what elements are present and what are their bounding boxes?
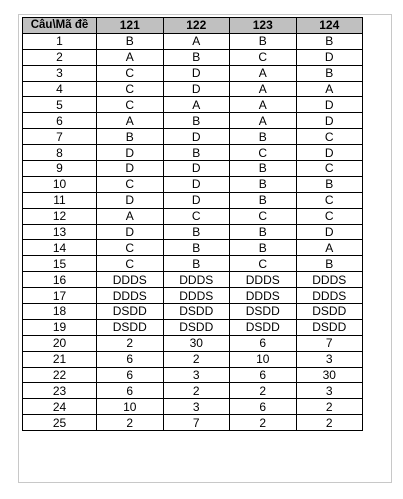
cell-answer-123: 2: [230, 383, 297, 399]
cell-answer-122: B: [163, 49, 230, 65]
cell-answer-121: 6: [97, 367, 164, 383]
table-row: [23, 49, 363, 65]
cell-question-number: 1: [23, 33, 97, 49]
cell-answer-124: DSDD: [296, 319, 363, 335]
cell-answer-121: A: [97, 208, 164, 224]
cell-answer-123: 6: [230, 399, 297, 415]
cell-answer-121: B: [97, 33, 164, 49]
cell-answer-121: DSDD: [97, 304, 164, 320]
cell-question-number: 21: [23, 351, 97, 367]
cell-answer-124: 7: [296, 335, 363, 351]
cell-answer-121: 2: [97, 415, 164, 431]
header-code-123: 123: [230, 18, 297, 34]
cell-question-number: 20: [23, 335, 97, 351]
cell-answer-123: B: [230, 176, 297, 192]
table-row: [23, 383, 363, 399]
table-row: [23, 319, 363, 335]
cell-question-number: 19: [23, 319, 97, 335]
cell-answer-124: DDDS: [296, 272, 363, 288]
cell-answer-122: A: [163, 97, 230, 113]
table-row: [23, 145, 363, 161]
header-question-code: Câu\Mã đề: [23, 18, 97, 34]
cell-question-number: 16: [23, 272, 97, 288]
cell-answer-122: 3: [163, 399, 230, 415]
cell-answer-124: 30: [296, 367, 363, 383]
cell-answer-122: DDDS: [163, 272, 230, 288]
cell-answer-121: C: [97, 240, 164, 256]
cell-answer-122: D: [163, 176, 230, 192]
table-row: [23, 192, 363, 208]
cell-answer-122: DSDD: [163, 319, 230, 335]
cell-question-number: 23: [23, 383, 97, 399]
cell-answer-124: C: [296, 208, 363, 224]
cell-answer-122: 30: [163, 335, 230, 351]
cell-answer-121: 10: [97, 399, 164, 415]
cell-answer-121: 6: [97, 351, 164, 367]
cell-answer-124: C: [296, 192, 363, 208]
header-code-121: 121: [97, 18, 164, 34]
cell-answer-122: 7: [163, 415, 230, 431]
cell-answer-124: B: [296, 65, 363, 81]
cell-answer-123: A: [230, 81, 297, 97]
header-row: [23, 18, 363, 34]
cell-answer-123: 2: [230, 415, 297, 431]
cell-answer-122: B: [163, 256, 230, 272]
table-row: [23, 415, 363, 431]
cell-answer-122: D: [163, 65, 230, 81]
cell-question-number: 24: [23, 399, 97, 415]
cell-answer-123: A: [230, 113, 297, 129]
cell-answer-124: D: [296, 145, 363, 161]
table-row: [23, 367, 363, 383]
cell-answer-122: DSDD: [163, 304, 230, 320]
cell-answer-124: B: [296, 256, 363, 272]
cell-question-number: 10: [23, 176, 97, 192]
cell-answer-124: D: [296, 49, 363, 65]
cell-question-number: 12: [23, 208, 97, 224]
cell-answer-124: D: [296, 97, 363, 113]
table-row: [23, 256, 363, 272]
cell-answer-124: DSDD: [296, 304, 363, 320]
cell-answer-121: C: [97, 256, 164, 272]
cell-answer-123: 10: [230, 351, 297, 367]
cell-answer-124: A: [296, 81, 363, 97]
cell-answer-122: D: [163, 161, 230, 177]
cell-answer-124: D: [296, 113, 363, 129]
cell-question-number: 8: [23, 145, 97, 161]
table-row: [23, 65, 363, 81]
cell-answer-122: C: [163, 208, 230, 224]
table-row: [23, 351, 363, 367]
header-code-122: 122: [163, 18, 230, 34]
cell-answer-124: 3: [296, 383, 363, 399]
cell-answer-121: C: [97, 65, 164, 81]
cell-answer-121: D: [97, 145, 164, 161]
cell-answer-121: DSDD: [97, 319, 164, 335]
cell-answer-122: B: [163, 145, 230, 161]
cell-answer-123: B: [230, 240, 297, 256]
cell-answer-123: C: [230, 145, 297, 161]
cell-answer-123: C: [230, 208, 297, 224]
cell-answer-122: 3: [163, 367, 230, 383]
cell-answer-123: B: [230, 161, 297, 177]
cell-answer-123: DDDS: [230, 288, 297, 304]
cell-answer-123: B: [230, 224, 297, 240]
cell-answer-121: A: [97, 113, 164, 129]
cell-answer-123: C: [230, 49, 297, 65]
cell-answer-124: A: [296, 240, 363, 256]
cell-answer-123: B: [230, 129, 297, 145]
cell-question-number: 13: [23, 224, 97, 240]
cell-answer-124: D: [296, 224, 363, 240]
cell-question-number: 11: [23, 192, 97, 208]
cell-answer-121: D: [97, 161, 164, 177]
cell-answer-123: DSDD: [230, 304, 297, 320]
cell-question-number: 17: [23, 288, 97, 304]
cell-question-number: 9: [23, 161, 97, 177]
cell-answer-124: 3: [296, 351, 363, 367]
table-row: [23, 81, 363, 97]
table-row: [23, 129, 363, 145]
cell-question-number: 5: [23, 97, 97, 113]
cell-question-number: 18: [23, 304, 97, 320]
answer-key-table: [22, 17, 363, 431]
cell-answer-122: 2: [163, 383, 230, 399]
table-row: [23, 272, 363, 288]
cell-answer-124: B: [296, 33, 363, 49]
cell-answer-124: DDDS: [296, 288, 363, 304]
cell-question-number: 22: [23, 367, 97, 383]
table-row: [23, 224, 363, 240]
cell-answer-121: C: [97, 81, 164, 97]
cell-answer-121: DDDS: [97, 288, 164, 304]
cell-answer-123: 6: [230, 335, 297, 351]
cell-answer-121: 2: [97, 335, 164, 351]
cell-answer-123: DSDD: [230, 319, 297, 335]
cell-question-number: 25: [23, 415, 97, 431]
cell-question-number: 15: [23, 256, 97, 272]
table-row: [23, 33, 363, 49]
cell-answer-123: B: [230, 192, 297, 208]
cell-answer-122: DDDS: [163, 288, 230, 304]
cell-answer-121: D: [97, 224, 164, 240]
table-row: [23, 288, 363, 304]
cell-answer-122: B: [163, 240, 230, 256]
table-row: [23, 304, 363, 320]
cell-answer-121: D: [97, 192, 164, 208]
cell-answer-121: C: [97, 176, 164, 192]
cell-question-number: 3: [23, 65, 97, 81]
cell-answer-124: 2: [296, 415, 363, 431]
cell-answer-122: D: [163, 192, 230, 208]
cell-answer-124: C: [296, 129, 363, 145]
cell-answer-121: C: [97, 97, 164, 113]
table-row: [23, 335, 363, 351]
cell-answer-123: A: [230, 65, 297, 81]
answer-rows: [23, 33, 363, 430]
table-row: [23, 240, 363, 256]
cell-answer-121: DDDS: [97, 272, 164, 288]
cell-answer-122: 2: [163, 351, 230, 367]
header-code-124: 124: [296, 18, 363, 34]
cell-answer-123: B: [230, 33, 297, 49]
cell-question-number: 4: [23, 81, 97, 97]
cell-answer-124: C: [296, 161, 363, 177]
cell-answer-123: DDDS: [230, 272, 297, 288]
cell-answer-123: C: [230, 256, 297, 272]
cell-question-number: 7: [23, 129, 97, 145]
cell-answer-121: A: [97, 49, 164, 65]
cell-answer-121: 6: [97, 383, 164, 399]
cell-answer-122: D: [163, 129, 230, 145]
cell-answer-121: B: [97, 129, 164, 145]
cell-answer-122: B: [163, 113, 230, 129]
cell-answer-122: A: [163, 33, 230, 49]
table-row: [23, 113, 363, 129]
table-row: [23, 176, 363, 192]
cell-question-number: 6: [23, 113, 97, 129]
cell-question-number: 2: [23, 49, 97, 65]
table-row: [23, 208, 363, 224]
cell-answer-124: B: [296, 176, 363, 192]
cell-answer-124: 2: [296, 399, 363, 415]
cell-question-number: 14: [23, 240, 97, 256]
table-row: [23, 399, 363, 415]
table-row: [23, 97, 363, 113]
cell-answer-123: 6: [230, 367, 297, 383]
cell-answer-122: D: [163, 81, 230, 97]
cell-answer-122: B: [163, 224, 230, 240]
cell-answer-123: A: [230, 97, 297, 113]
table-row: [23, 161, 363, 177]
